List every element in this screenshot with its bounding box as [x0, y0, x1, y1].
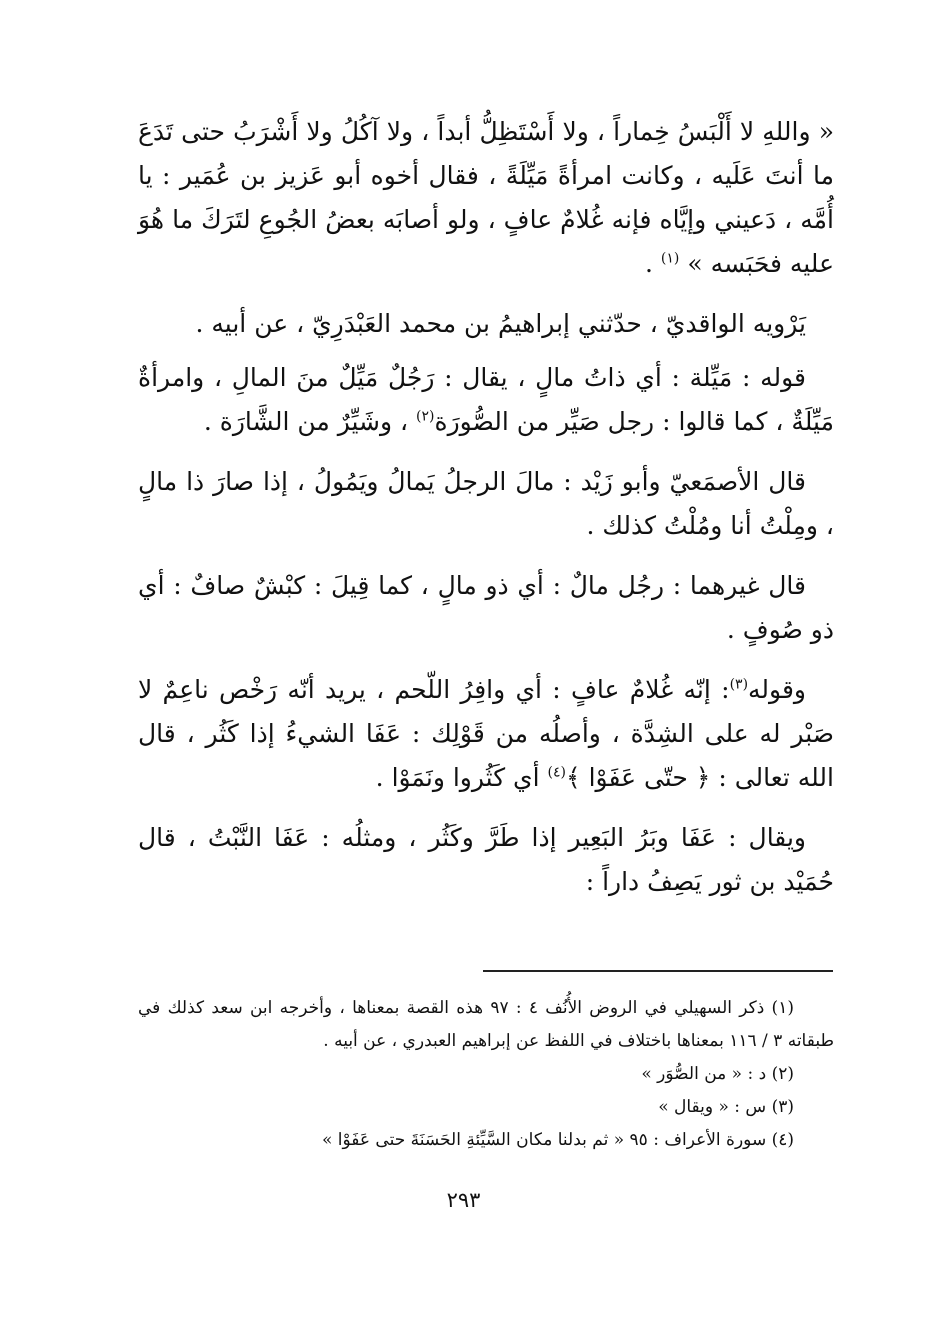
paragraph-quote	[138, 110, 834, 286]
paragraph-afa: ويقال : عَفَا وبَرُ البَعِير إذا طَرَّ وكَثُر ، ومثلُه : عَفَا النَّبْتُ ، قال حُمَيْد بن ثور يَصِفُ داراً :	[138, 823, 834, 896]
footnote-ref-3: (٣)	[729, 676, 749, 693]
paragraph-mal: قال غيرهما : رجُل مالٌ : أي ذو مالٍ ، كما قِيلَ : كبْشٌ صافٌ : أي ذو صُوفٍ .	[138, 571, 834, 644]
paragraph-narration: يَرْويه الواقديّ ، حدّثني إبراهيمُ بن محمد العَبْدَرِيّ ، عن أبيه .	[195, 309, 806, 338]
paragraph-asmai: قال الأصمَعيّ وأبو زَيْد : مالَ الرجلُ يَمالُ ويَمُولُ ، إذا صارَ ذا مالٍ ، ومِلْتُ أنا ومُلْتُ كذلك .	[138, 467, 834, 540]
footnote-2: (٢) د : « من الصُّوَر »	[641, 1064, 794, 1084]
page-number: ٢٩٣	[446, 1188, 481, 1212]
footnotes	[138, 992, 834, 1157]
footnote-1: (١) ذكر السهيلي في الروض الأُنُف ٤ : ٩٧ هذه القصة بمعناها ، وأخرجه ابن سعد كذلك في طبقاته ٣ / ١١٦ بمعناها باختلاف في اللفظ عن إبراهيم العبدري ، عن أبيه .	[138, 998, 834, 1051]
quote-end: .	[645, 249, 653, 278]
afin-text-start: وقوله	[748, 675, 806, 704]
footnote-ref-1: (١)	[660, 250, 680, 267]
paragraph-afin	[138, 668, 834, 800]
mayyila-text: قوله : مَيِّلة : أي ذاتُ مالٍ ، يقال : رَجُلٌ مَيِّلٌ منَ المالِ ، وامرأةٌ مَيِّلَةٌ ، كما قالوا : رجل صَيِّر من الصُّورَة	[138, 363, 834, 436]
paragraph-mayyila	[138, 356, 834, 444]
mayyila-text-end: ، وشَيِّرٌ من الشَّارَة .	[203, 407, 409, 436]
main-text	[138, 110, 834, 920]
quote-text: « واللهِ لا أَلْبَسُ خِماراً ، ولا أَسْتَظِلُّ أبداً ، ولا آكُلُ ولا أَشْرَبُ حتى تَدَعَ ما أنتَ عَلَيه ، وكانت امرأةً مَيِّلَةً ، فقال أخوه أبو عَزيز بن عُمَير : يا أُمَّه ، دَعيني وإيَّاه فإنه غُلامٌ عافٍ ، ولو أصابَه بعضُ الجُوعِ لتَرَكَ ما هُوَ عليه فحَبَسه »	[138, 117, 834, 278]
afin-text: : إنّه غُلامٌ عافٍ : أي وافِرُ اللّحم ، يريد أنّه رَخْص ناعِمٌ لا صَبْر له على الشِدَّة ، وأصلُه من قَوْلِك : عَفَا الشيءُ إذا كَثُر ، قال الله تعالى : ﴿ حتّى عَفَوْا ﴾	[138, 675, 834, 792]
footnote-divider	[483, 970, 833, 972]
afin-text-end: أي كَثُروا ونَمَوْا .	[375, 763, 540, 792]
footnote-4: (٤) سورة الأعراف : ٩٥ « ثم بدلنا مكان السَّيِّئةِ الحَسَنَةَ حتى عَفَوْا »	[321, 1130, 794, 1150]
footnote-ref-2: (٢)	[416, 408, 435, 425]
footnote-ref-4: (٤)	[547, 764, 566, 781]
footnote-3: (٣) س : « ويقال »	[658, 1097, 794, 1117]
